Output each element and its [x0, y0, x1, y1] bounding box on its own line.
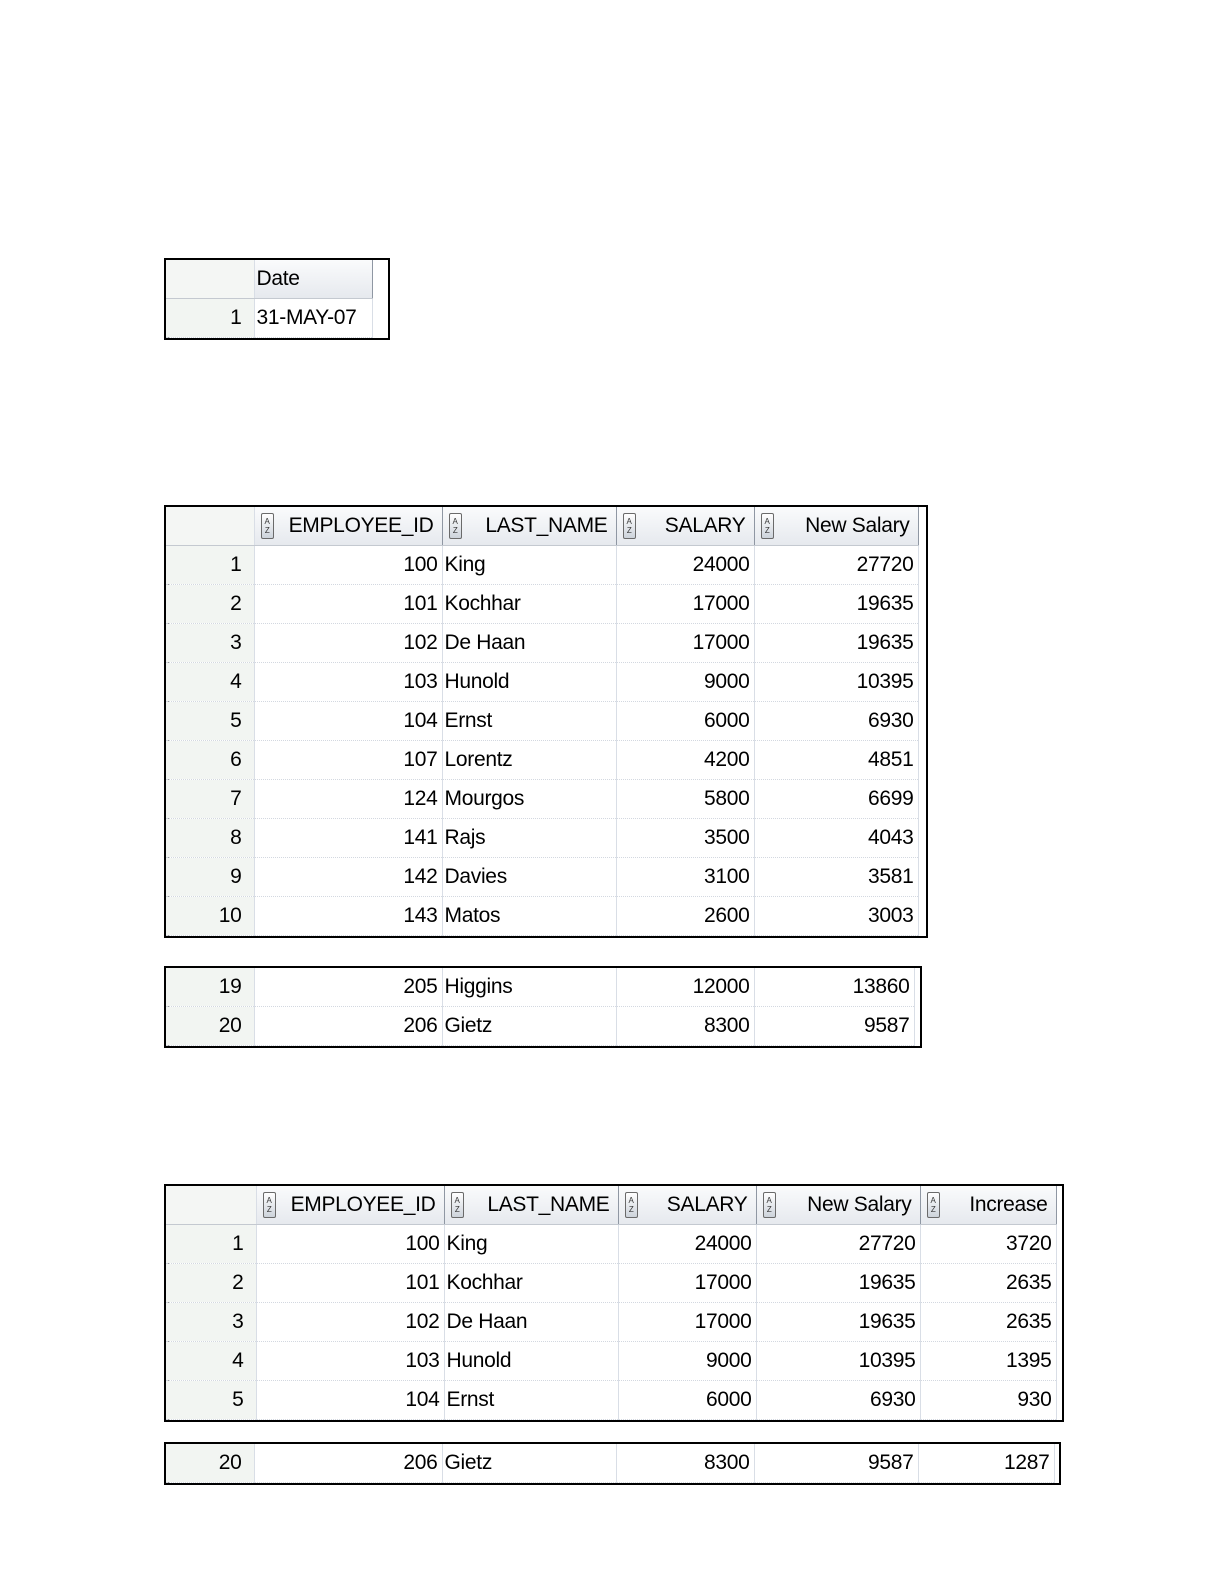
new-salary-cell[interactable]: 4043	[754, 819, 918, 858]
last-name-cell[interactable]: Gietz	[442, 1444, 616, 1483]
last-name-cell[interactable]: Kochhar	[444, 1264, 618, 1303]
salary-cell[interactable]: 8300	[616, 1007, 754, 1046]
column-header-new-salary[interactable]: A Z New Salary	[754, 507, 918, 546]
salary-cell[interactable]: 8300	[616, 1444, 754, 1483]
salary-result-grid	[164, 505, 928, 938]
row-number-header	[166, 260, 254, 299]
row-number: 2	[166, 1264, 256, 1303]
increase-cell[interactable]: 2635	[920, 1264, 1056, 1303]
sort-az-icon[interactable]: A Z	[763, 1192, 776, 1218]
new-salary-cell[interactable]: 13860	[754, 968, 914, 1007]
row-number: 4	[166, 1342, 256, 1381]
salary-cell[interactable]: 9000	[616, 663, 754, 702]
column-header-salary[interactable]: A Z SALARY	[618, 1186, 756, 1225]
table-row[interactable]	[166, 819, 918, 858]
last-name-cell[interactable]: Ernst	[442, 702, 616, 741]
column-header-employee-id[interactable]: A Z EMPLOYEE_ID	[256, 1186, 444, 1225]
new-salary-cell[interactable]: 6699	[754, 780, 918, 819]
column-header-increase[interactable]: A Z Increase	[920, 1186, 1056, 1225]
last-name-cell[interactable]: Rajs	[442, 819, 616, 858]
new-salary-cell[interactable]: 19635	[756, 1303, 920, 1342]
new-salary-cell[interactable]: 9587	[754, 1444, 918, 1483]
column-header-label: Date	[256, 267, 300, 290]
salary-cell[interactable]: 6000	[616, 702, 754, 741]
increase-cell[interactable]: 1395	[920, 1342, 1056, 1381]
table-row[interactable]	[166, 1007, 914, 1046]
new-salary-cell[interactable]: 10395	[756, 1342, 920, 1381]
salary-cell[interactable]: 2600	[616, 897, 754, 936]
sort-az-icon[interactable]: A Z	[449, 513, 462, 539]
table-row[interactable]	[166, 624, 918, 663]
row-number: 1	[166, 1225, 256, 1264]
table-row[interactable]	[166, 741, 918, 780]
increase-cell[interactable]: 1287	[918, 1444, 1054, 1483]
employee-id-cell[interactable]: 103	[254, 663, 442, 702]
table-row[interactable]	[166, 858, 918, 897]
table-row[interactable]	[166, 1303, 1056, 1342]
employee-id-cell[interactable]: 101	[254, 585, 442, 624]
last-name-cell[interactable]: King	[442, 546, 616, 585]
employee-id-cell[interactable]: 104	[254, 702, 442, 741]
new-salary-cell[interactable]: 19635	[754, 585, 918, 624]
sort-az-icon[interactable]: A Z	[761, 513, 774, 539]
row-number: 7	[166, 780, 254, 819]
table-row[interactable]	[166, 1264, 1056, 1303]
salary-cell[interactable]: 17000	[616, 585, 754, 624]
employee-id-cell[interactable]: 143	[254, 897, 442, 936]
salary-cell[interactable]: 24000	[616, 546, 754, 585]
last-name-cell[interactable]: De Haan	[444, 1303, 618, 1342]
salary-cell[interactable]: 17000	[616, 624, 754, 663]
increase-cell[interactable]: 3720	[920, 1225, 1056, 1264]
last-name-cell[interactable]: King	[444, 1225, 618, 1264]
table-row[interactable]	[166, 780, 918, 819]
last-name-cell[interactable]: Gietz	[442, 1007, 616, 1046]
last-name-cell[interactable]: Matos	[442, 897, 616, 936]
column-header-employee-id[interactable]: A Z EMPLOYEE_ID	[254, 507, 442, 546]
row-number: 20	[166, 1444, 254, 1483]
column-header-date[interactable]	[254, 260, 372, 299]
row-number: 5	[166, 702, 254, 741]
sort-az-icon[interactable]: A Z	[623, 513, 636, 539]
last-name-cell[interactable]: Mourgos	[442, 780, 616, 819]
salary-cell[interactable]: 4200	[616, 741, 754, 780]
new-salary-cell[interactable]: 6930	[754, 702, 918, 741]
new-salary-cell[interactable]: 27720	[754, 546, 918, 585]
salary-cell[interactable]: 3500	[616, 819, 754, 858]
new-salary-cell[interactable]: 27720	[756, 1225, 920, 1264]
salary-cell[interactable]: 24000	[618, 1225, 756, 1264]
column-header-last-name[interactable]: A Z LAST_NAME	[444, 1186, 618, 1225]
last-name-cell[interactable]: Lorentz	[442, 741, 616, 780]
last-name-cell[interactable]: Higgins	[442, 968, 616, 1007]
column-header-new-salary[interactable]: A Z New Salary	[756, 1186, 920, 1225]
salary-cell[interactable]: 3100	[616, 858, 754, 897]
table-row[interactable]	[166, 663, 918, 702]
table-row[interactable]	[166, 1342, 1056, 1381]
row-number: 20	[166, 1007, 254, 1046]
employee-id-cell[interactable]: 101	[256, 1264, 444, 1303]
new-salary-cell[interactable]: 19635	[754, 624, 918, 663]
sort-az-icon[interactable]: A Z	[625, 1192, 638, 1218]
row-number: 2	[166, 585, 254, 624]
salary-cell[interactable]: 5800	[616, 780, 754, 819]
new-salary-cell[interactable]: 10395	[754, 663, 918, 702]
last-name-cell[interactable]: Kochhar	[442, 585, 616, 624]
last-name-cell[interactable]: De Haan	[442, 624, 616, 663]
table-row[interactable]	[166, 1381, 1056, 1420]
employee-id-cell[interactable]: 205	[254, 968, 442, 1007]
last-name-cell[interactable]: Ernst	[444, 1381, 618, 1420]
sort-az-icon[interactable]: A Z	[927, 1192, 940, 1218]
new-salary-cell[interactable]: 4851	[754, 741, 918, 780]
row-number: 10	[166, 897, 254, 936]
row-number: 3	[166, 624, 254, 663]
table-row[interactable]	[166, 585, 918, 624]
employee-id-cell[interactable]: 100	[254, 546, 442, 585]
row-number-header	[166, 507, 254, 546]
new-salary-cell[interactable]: 3003	[754, 897, 918, 936]
new-salary-cell[interactable]: 19635	[756, 1264, 920, 1303]
table-row[interactable]	[166, 897, 918, 936]
increase-cell[interactable]: 2635	[920, 1303, 1056, 1342]
new-salary-cell[interactable]: 3581	[754, 858, 918, 897]
column-header-salary[interactable]: A Z SALARY	[616, 507, 754, 546]
row-number: 3	[166, 1303, 256, 1342]
salary-cell[interactable]: 17000	[618, 1303, 756, 1342]
column-header-last-name[interactable]: A Z LAST_NAME	[442, 507, 616, 546]
salary-cell[interactable]: 12000	[616, 968, 754, 1007]
employee-id-cell[interactable]: 102	[254, 624, 442, 663]
employee-id-cell[interactable]: 206	[254, 1444, 442, 1483]
date-cell[interactable]: 31-MAY-07	[254, 299, 372, 338]
sort-az-icon[interactable]: A Z	[261, 513, 274, 539]
sort-az-icon[interactable]: A Z	[263, 1192, 276, 1218]
new-salary-cell[interactable]: 6930	[756, 1381, 920, 1420]
salary-cell[interactable]: 6000	[618, 1381, 756, 1420]
new-salary-cell[interactable]: 9587	[754, 1007, 914, 1046]
increase-cell[interactable]: 930	[920, 1381, 1056, 1420]
last-name-cell[interactable]: Hunold	[442, 663, 616, 702]
employee-id-cell[interactable]: 107	[254, 741, 442, 780]
last-name-cell[interactable]: Hunold	[444, 1342, 618, 1381]
table-row[interactable]	[166, 968, 914, 1007]
salary-result-grid-tail	[164, 966, 922, 1048]
row-number: 1	[166, 299, 254, 338]
date-result-grid	[164, 258, 390, 340]
row-number: 19	[166, 968, 254, 1007]
employee-id-cell[interactable]: 141	[254, 819, 442, 858]
row-number: 5	[166, 1381, 256, 1420]
employee-id-cell[interactable]: 206	[254, 1007, 442, 1046]
employee-id-cell[interactable]: 142	[254, 858, 442, 897]
salary-cell[interactable]: 9000	[618, 1342, 756, 1381]
row-number: 9	[166, 858, 254, 897]
employee-id-cell[interactable]: 100	[256, 1225, 444, 1264]
row-number: 4	[166, 663, 254, 702]
table-row[interactable]	[166, 299, 372, 338]
increase-result-grid	[164, 1184, 1064, 1422]
last-name-cell[interactable]: Davies	[442, 858, 616, 897]
table-row[interactable]	[166, 1225, 1056, 1264]
row-number: 8	[166, 819, 254, 858]
increase-result-grid-tail	[164, 1442, 1061, 1485]
sort-az-icon[interactable]: A Z	[451, 1192, 464, 1218]
employee-id-cell[interactable]: 103	[256, 1342, 444, 1381]
employee-id-cell[interactable]: 104	[256, 1381, 444, 1420]
table-row[interactable]	[166, 546, 918, 585]
employee-id-cell[interactable]: 102	[256, 1303, 444, 1342]
row-number-header	[166, 1186, 256, 1225]
row-number: 1	[166, 546, 254, 585]
table-row[interactable]	[166, 702, 918, 741]
salary-cell[interactable]: 17000	[618, 1264, 756, 1303]
row-number: 6	[166, 741, 254, 780]
employee-id-cell[interactable]: 124	[254, 780, 442, 819]
table-row[interactable]	[166, 1444, 1054, 1483]
